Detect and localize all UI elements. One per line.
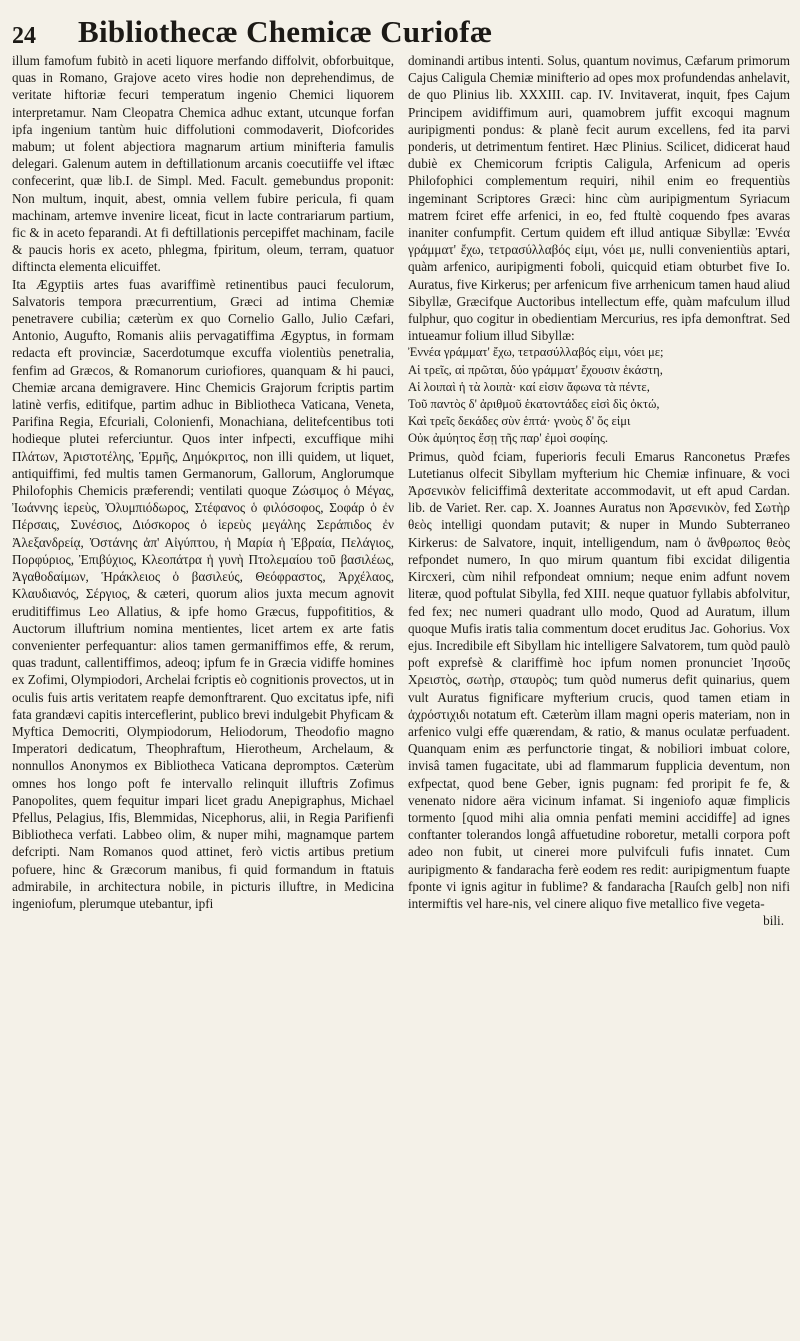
verse-line: Οὐκ ἀμύητος ἔσῃ τῆς παρ' ἐμοὶ σοφίης. — [408, 431, 609, 446]
page-header — [12, 4, 788, 50]
left-paragraph-1: illum famofum fubitò in aceti liquore merfando diffolvit, obforbuitque, quas in Romano, Grajove aceto vires hodie non deprehendimus, de veritate hiftoriæ fecuri temperatum ingenio Chemici liquorem interpretamur. Nam Cleopatra Chemica adhuc extant, utcunque forfan ipfa ingenium tantùm huic diffolutioni commodaverit, Diofcorides mabum; ut folent abjectiora magnarum artium minifteria famulis delegari. Galenum autem in deftillationum arcanis coecutiiffe vel iftæc confecerint, quæ lib.I. de Simpl. Med. Facult. gemebundus proponit: Non multum, inquit, abest, omnia vellem fubire pericula, fi quam machinam, artemve invenire liceat, ficut in lacte contrariarum partium, fic & in aceto feparandi. At fi deftillationis percepiffet machinam, facile & paucis horis ex aceto, phlegma, fpiritum, oleum, terram, quatuor diftincta elementa elicuiffet. — [12, 53, 394, 275]
sibyl-verse — [408, 344, 790, 447]
verse-line: Τοῦ παντὸς δ' ἀριθμοῦ ἑκατοντάδες εἰσὶ δὶς ὀκτώ, — [408, 397, 660, 412]
running-title: Bibliothecæ Chemicæ Curiofæ — [78, 14, 493, 49]
page-number: 24 — [12, 23, 36, 49]
text-columns — [12, 52, 790, 1335]
verse-line: Καὶ τρεῖς δεκάδες σὺν ἑπτά· γνοὺς δ' ὅς εἰμι — [408, 414, 631, 429]
left-paragraph-2: Ita Ægyptiis artes fuas avariffimè retinentibus pauci feculorum, Salvatoris tempora præcurrentium, Græci ad intima Chemiæ penetravere cubilia; cæterùm ex quo Cornelio Gallo, Julio Cæfari, Antonio, Augufto, Romanis aliis pervagatiffima Ægyptus, in formam redacta eft provinciæ, Sacerdotumque excuffa violentiùs penetralia, fenfim ad Græcos, & Romanorum curiofiores, quanquam & hi pauci, Chemiæ arcana demigravere. Hinc Chemicis Grajorum fcriptis partim latinè verfis, editifque, partim adhuc in Bibliotheca Vaticana, Veneta, Parifina Regia, Efcuriali, Colonienfi, Monachiana, delitefcentibus toti hodieque plutei referciuntur. Quos inter infpecti, excuffique mihi Πλάτων, Ἀριστοτέλης, Ἑρμῆς, Δημόκριτος, non illi quidem, ut liquet, antiquiffimi, fed multis tamen Germanorum, Gallorum, Anglorumque Philofophis Chemicis præferendi; ventilati quoque Ζώσιμος ὁ Μέγας, Ἰωάννης ἱερεὺς, Ὀλυμπιόδωρος, Στέφανος ὁ φιλόσοφος, Σοφάρ ὁ ἐν Πέρσαις, Συνέσιος, Διόσκορος ὁ ἱερεὺς μεγάλης Σεράπιδος ἐν Ἀλεξανδρείᾳ, Ὀστάνης ἀπ' Αἰγύπτου, ἡ Μαρία ἡ Ἑβραία, Πελάγιος, Πορφύριος, Ἐπιβύχιος, Κλεοπάτρα ἡ γυνὴ Πτολεμαίου τοῦ βασιλέως, Ἀγαθοδαίμων, Ἡράκλειος ὁ βασιλεύς, Θεόφραστος, Ἀρχέλαος, Κλαυδιανός, Σέργιος, & cæteri, quorum alios juxta mecum agnovit eruditiffimus Leo Allatius, & ipfe homo Græcus, fuppofititios, & Auctorum illuftrium nomina mentientes, licet artem ex arte fatis convenienter perfequantur: alios tamen germaniffimos effe, & rerum, quas tradunt, callentiffimos, adeoq; ipfum fe in Græcia vidiffe homines ex Zofimi, Olympiodori, Archelai fcriptis eò cognitionis provectos, ut in oculis fuis artis veritatem reapfe demonftrarent. Quo excitatus ipfe, nifi fata grandævi capitis interceflerint, publico brevi indulgebit Phyficam & Myftica Democriti, Olympiodorum, Heliodorum, Theodofio magno Imperatori dedicatum, Theophraftum, Hierotheum, Archelaum, & nonnullos Anonymos ex Bibliotheca Vaticana depromptos. Cæterùm omnes hos longo poft fe intervallo relinquit illuftris Zofimus Panopolites, quem fequitur impari licet gradu Anepigraphus, Michael Pfellus, Pelagius, Ifis, Blemmidas, Nicephorus, alii, in Regia Parifienfi Bibliotheca verfati. Labbeo olim, & nuper mihi, magnamque partem defcripti. Nam Romanos quod attinet, ferò victis artibus pretium pofuere, hinc & Græcorum manibus, fi quid formandum in ftatuis admirabile, in architectura nobile, in picturis illuftre, in Medicina ingeniofum, plerumque utebantur, ipfi — [12, 276, 394, 911]
right-paragraph-1: dominandi artibus intenti. Solus, quantum novimus, Cæfarum primorum Cajus Caligula Chemiæ minifterio ad opes mox profundendas anhelavit, de quo Plinius lib. XXXIII. cap. IV. Invitaverat, inquit, fpes Cajum Principem avidiffimum auri, quamobrem juffit excoqui magnum auripigmenti pondus: & planè fecit aurum excellens, fed ita parvi ponderis, ut detrimentum fentiret. Hæc Plinius. Scilicet, didicerat haud dubiè ex Chemicorum fcriptis Caligula, Arfenicum ad operis Philofophici complementum requiri, nihil enim eo frequentiùs ingeminant Scriptores Græci: hinc cùm auripigmentum Syriacum matrem fciret effe arfenici, in eo, fed ftultè coquendo fpes avaras inaniter confumpfit. Certum quidem eft illud antiquæ Sibyllæ: Ἐννέα γράμματ' ἔχω, τετρασύλλαβός εἰμι, νόει με, nulli convenientiùs aptari, quàm arfenico, auripigmenti foboli, quicquid etiam obturbet five Io. Auratus, five Kirkerus; per arfenicum five arrhenicum tamen haud aliud Sibyllæ, Græcifque Auctoribus intellectum effe, quàm mafculum illud fulphur, quo cogitur in obedientiam Mercurius, res ipfa demonftrat. Sed intueamur folium illud Sibyllæ: — [408, 53, 790, 344]
verse-line: Αἱ τρεῖς, αἱ πρῶται, δύο γράμματ' ἔχουσιν ἑκάστη, — [408, 362, 663, 377]
verse-line: Ἐννέα γράμματ' ἔχω, τετρασύλλαβός εἰμι, νόει με; — [408, 345, 664, 360]
left-column — [12, 52, 394, 1335]
right-paragraph-2: Primus, quòd fciam, fuperioris feculi Emarus Ranconetus Præfes Lutetianus olfecit Sibyllam myfterium hic Chemiæ infinuare, & voci Ἀρσενικὸν feliciffimâ dexteritate accommodavit, ut eft apud Cardan. lib. de Variet. Rer. cap. X. Joannes Auratus non Ἀρσενικὸν, fed Σωτὴρ θεὸς intelligi quondam putavit; & nuper in Mundo Subterraneo Kirkerus: de Salvatore, inquit, intelligendum, nam ὁ ἄνθρωπος θεὸς refpondet numero, In quo mirum quantum fibi excidat diligentia Kircxeri, cùm nihil refpondeat omnium; neque enim adfunt novem literæ, quod poftulat Sibylla, fed XIII. neque quatuor fyllabis abfolvitur, fed fex; nec numeri quadrant ullo modo, Quod ad Auratum, illum quoque Mufis iratis talia commentum docet eruditus Jac. Gohorius. Vox ejus. Incredibile eft Sibyllam hic intelligere Salvatorem, tum quòd paulò poft exprefsè & clariffimè hoc ipfum nomen pronunciet Ἰησοῦς Χρειστὸς, σωτὴρ, σταυρὸς; tum quòd numerus defit quinarius, quem vult Auratus fignificare myfterium crucis, quod tamen etiam in ἀχρόστιχιδι notatum eft. Cæterùm illam magni operis materiam, non in arfenico vulgi effe quærendam, & ratio, & manus oculatæ perfuadent. Quanquam enim æs perfunctorie tingat, & nobiliori imbuat colore, invisâ tamen fugacitate, ubi ad flammarum fupplicia deventum, non exfpectat, quod bene Geber, ignis pugnam: fed proripit fe fe, & venenato nidore aëra vicinum infamat. Si ingeniofo aquæ fimplicis tormento [quod mihi alia omnia penfati memini accidiffe] ad ignes conftanter tolerandos longâ affuetudine roboretur, metalli corpora poft adeo non fubit, ut cinerei more pulvifculi fufis innatet. Cum auripigmento & fandaracha ferè eodem res redit: auripigmentum fuapte fponte vi ignis agitur in fublime? & fandaracha [Rauſch gelb] non nifi intermiftis vel hare-nis, vel cinere aliquo five metallico five vegeta- — [408, 448, 790, 911]
catchword: bili. — [763, 913, 784, 929]
right-column — [408, 52, 790, 1335]
verse-line: Αἱ λοιπαὶ ἡ τὰ λοιπὰ· καί εἰσιν ἄφωνα τὰ πέντε, — [408, 379, 650, 394]
